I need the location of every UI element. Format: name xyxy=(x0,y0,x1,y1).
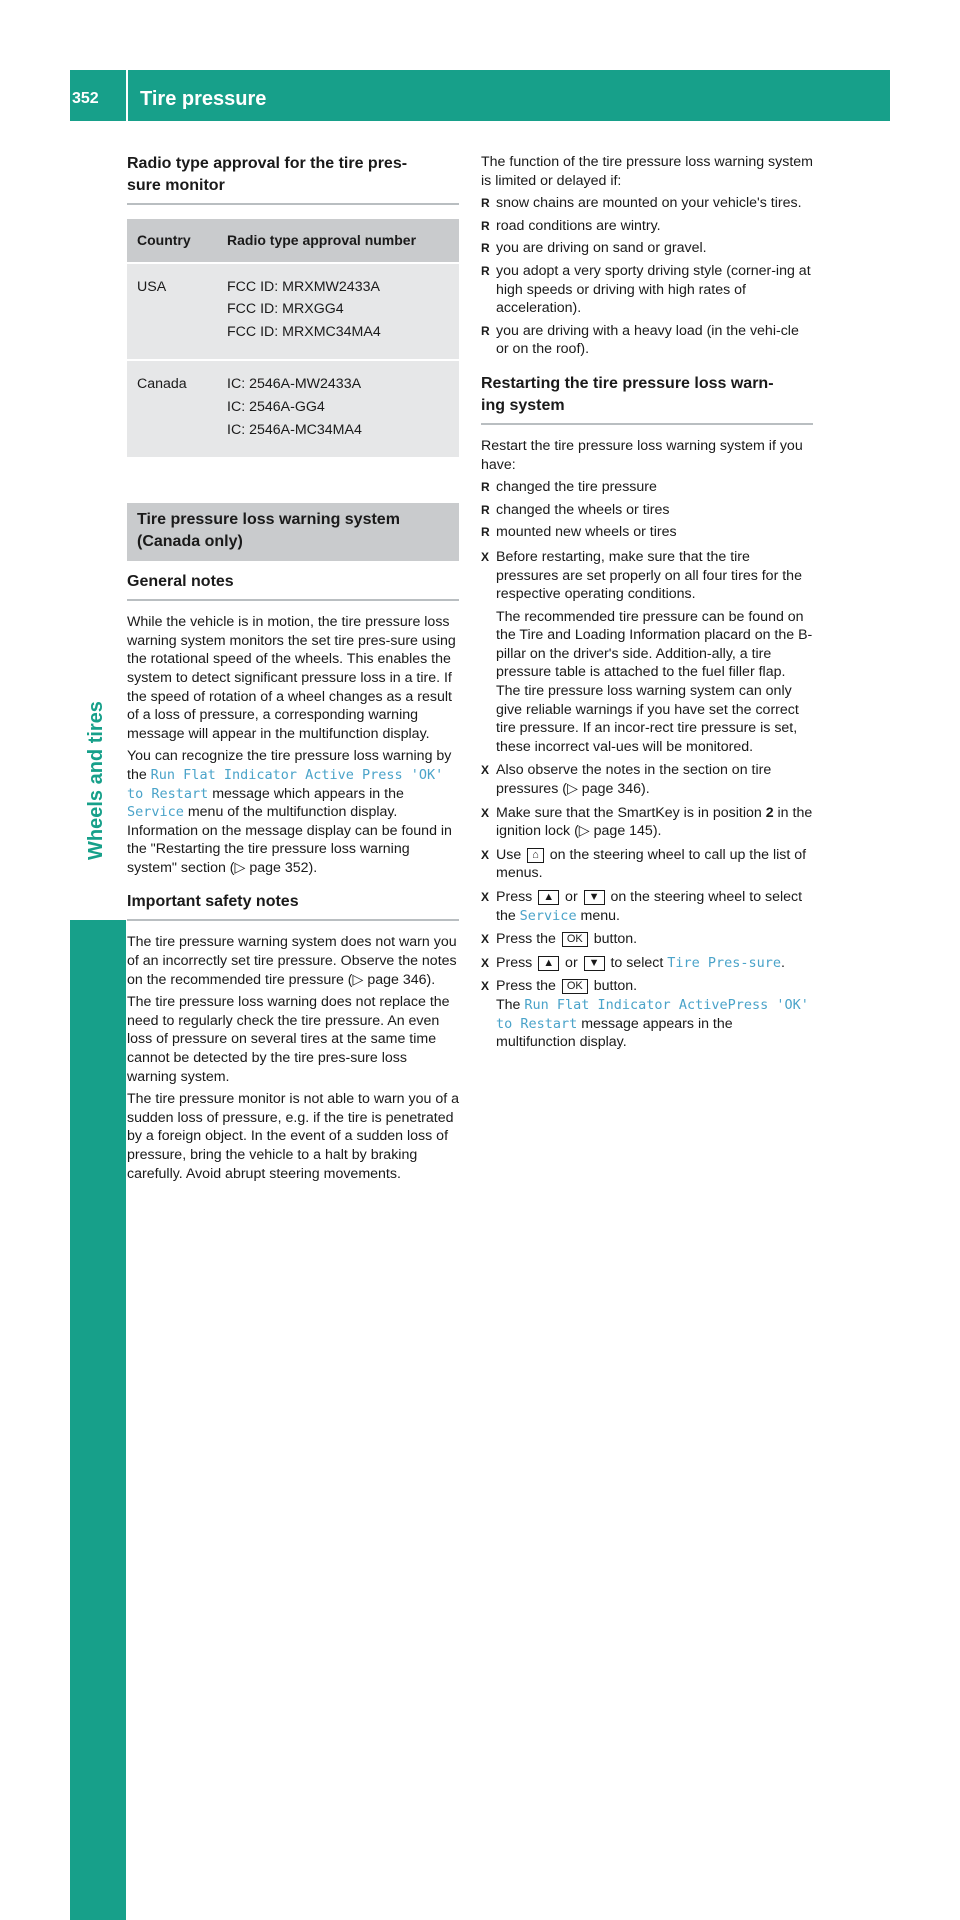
step-item: X Press the OK button. The Run Flat Indicator ActivePress 'OK' to Restart message appears in the multifunction display. xyxy=(481,977,813,1051)
list-item: R you adopt a very sporty driving style (corner-ing at high speeds or driving with high rates of acceleration). xyxy=(481,262,813,318)
display-message: Run Flat Indicator ActivePress 'OK' to Restart xyxy=(496,996,809,1032)
safety-paragraph: The tire pressure monitor is not able to warn you of a sudden loss of pressure, e.g. if the tire is penetrated by a foreign object. In the event of a sudden loss of pressure, bring the vehicle to a halt by braking carefully. Avoid abrupt steering movements. xyxy=(127,1091,459,1182)
list-item: R mounted new wheels or tires xyxy=(481,523,813,542)
safety-paragraph: The tire pressure loss warning does not replace the need to regularly check the tire pressure. An even loss of pressure on several tires at the same time cannot be detected by the tire pres-sure loss warning system. xyxy=(127,994,450,1085)
up-arrow-key-icon: ▲ xyxy=(538,956,559,971)
list-item: R changed the wheels or tires xyxy=(481,501,813,520)
left-column xyxy=(127,153,459,1187)
table-cell-country: USA xyxy=(127,264,217,362)
side-tab xyxy=(70,920,126,1920)
general-notes-paragraph: You can recognize the tire pressure loss warning by the Run Flat Indicator Active Press 'OK' to Restart message which appears in the Service menu of the multifunction display. Information on the message display can be found in the "Restarting the tire pressure loss warning system" section (▷ page 352). xyxy=(127,748,452,876)
table-header-country: Country xyxy=(127,219,217,264)
general-notes-heading: General notes xyxy=(127,571,459,601)
header-divider xyxy=(126,70,128,121)
radio-approval-table xyxy=(127,219,459,459)
menu-name: Service xyxy=(127,804,184,821)
radio-heading: Radio type approval for the tire pres- sure monitor xyxy=(127,153,459,205)
restart-intro: Restart the tire pressure loss warning system if you have: xyxy=(481,437,803,473)
page-title: Tire pressure xyxy=(140,88,267,110)
limits-list xyxy=(481,194,813,359)
restart-heading: Restarting the tire pressure loss warn- ing system xyxy=(481,373,813,425)
step-item: X Press ▲ or ▼ on the steering wheel to select the Service menu. xyxy=(481,888,813,925)
general-notes-paragraph: While the vehicle is in motion, the tire pressure loss warning system monitors the set tire pres-sure using the rotational speed of the wheels. This enables the system to detect significant pressure loss in a tire. If the speed of rotation of a wheel changes as a result of a loss of pressure, a corresponding warning message will appear in the multifunction display. xyxy=(127,614,456,742)
up-arrow-key-icon: ▲ xyxy=(538,890,559,905)
table-row xyxy=(127,361,459,459)
loss-warning-section-title: Tire pressure loss warning system (Canada only) xyxy=(127,503,459,561)
right-column xyxy=(481,153,813,1057)
safety-notes-heading: Important safety notes xyxy=(127,891,459,921)
limits-intro: The function of the tire pressure loss warning system is limited or delayed if: xyxy=(481,154,813,189)
home-key-icon: ⌂ xyxy=(527,848,544,863)
list-item: R you are driving on sand or gravel. xyxy=(481,239,813,258)
restart-conditions-list xyxy=(481,478,813,542)
side-tab-label: Wheels and tires xyxy=(85,701,107,860)
ok-key-icon: OK xyxy=(562,979,588,994)
display-message: Run Flat Indicator Active Press 'OK' to Restart xyxy=(127,766,444,802)
list-item: R you are driving with a heavy load (in the vehi-cle or on the roof). xyxy=(481,322,813,359)
step-item: X Use ⌂ on the steering wheel to call up the list of menus. xyxy=(481,846,813,883)
list-item: R snow chains are mounted on your vehicle's tires. xyxy=(481,194,813,213)
safety-paragraph: The tire pressure warning system does not warn you of an incorrectly set tire pressure. Observe the notes on the recommended tire pressure (▷ page 346). xyxy=(127,934,457,988)
step-item: X Press ▲ or ▼ to select Tire Pres-sure. xyxy=(481,954,813,973)
down-arrow-key-icon: ▼ xyxy=(584,956,605,971)
step-item: X Before restarting, make sure that the tire pressures are set properly on all four tires for the respective operating conditions. The recommended tire pressure can be found on the Tire and Loading Information placard on the B-pillar on the driver's side. Addition-ally, a tire pressure table is attached to the fuel filler flap. The tire pressure loss warning system can only give reliable warnings if you have set the correct tire pressure. If an incor-rect tire pressure is set, these incorrect val-ues will be monitored. xyxy=(481,548,813,757)
table-cell-numbers: IC: 2546A-MW2433A IC: 2546A-GG4 IC: 2546A-MC34MA4 xyxy=(217,361,459,459)
list-item: R road conditions are wintry. xyxy=(481,217,813,236)
menu-item-name: Tire Pres-sure xyxy=(667,954,782,971)
step-item: X Also observe the notes in the section on tire pressures (▷ page 346). xyxy=(481,761,813,798)
step-note: The recommended tire pressure can be found on the Tire and Loading Information placard on the B-pillar on the driver's side. Addition-ally, a tire pressure table is attached to the fuel filler flap. The tire pressure loss warning system can only give reliable warnings if you have set the correct tire pressure. If an incor-rect tire pressure is set, these incorrect val-ues will be monitored. xyxy=(496,608,813,755)
step-item: X Make sure that the SmartKey is in position 2 in the ignition lock (▷ page 145). xyxy=(481,804,813,841)
down-arrow-key-icon: ▼ xyxy=(584,890,605,905)
table-cell-country: Canada xyxy=(127,361,217,459)
table-cell-numbers: FCC ID: MRXMW2433A FCC ID: MRXGG4 FCC ID: MRXMC34MA4 xyxy=(217,264,459,362)
step-item: X Press the OK button. xyxy=(481,930,813,949)
restart-steps xyxy=(481,548,813,1052)
page-number: 352 xyxy=(72,90,99,107)
ok-key-icon: OK xyxy=(562,932,588,947)
table-header-approval: Radio type approval number xyxy=(217,219,459,264)
list-item: R changed the tire pressure xyxy=(481,478,813,497)
menu-name: Service xyxy=(519,907,577,924)
table-row xyxy=(127,264,459,362)
